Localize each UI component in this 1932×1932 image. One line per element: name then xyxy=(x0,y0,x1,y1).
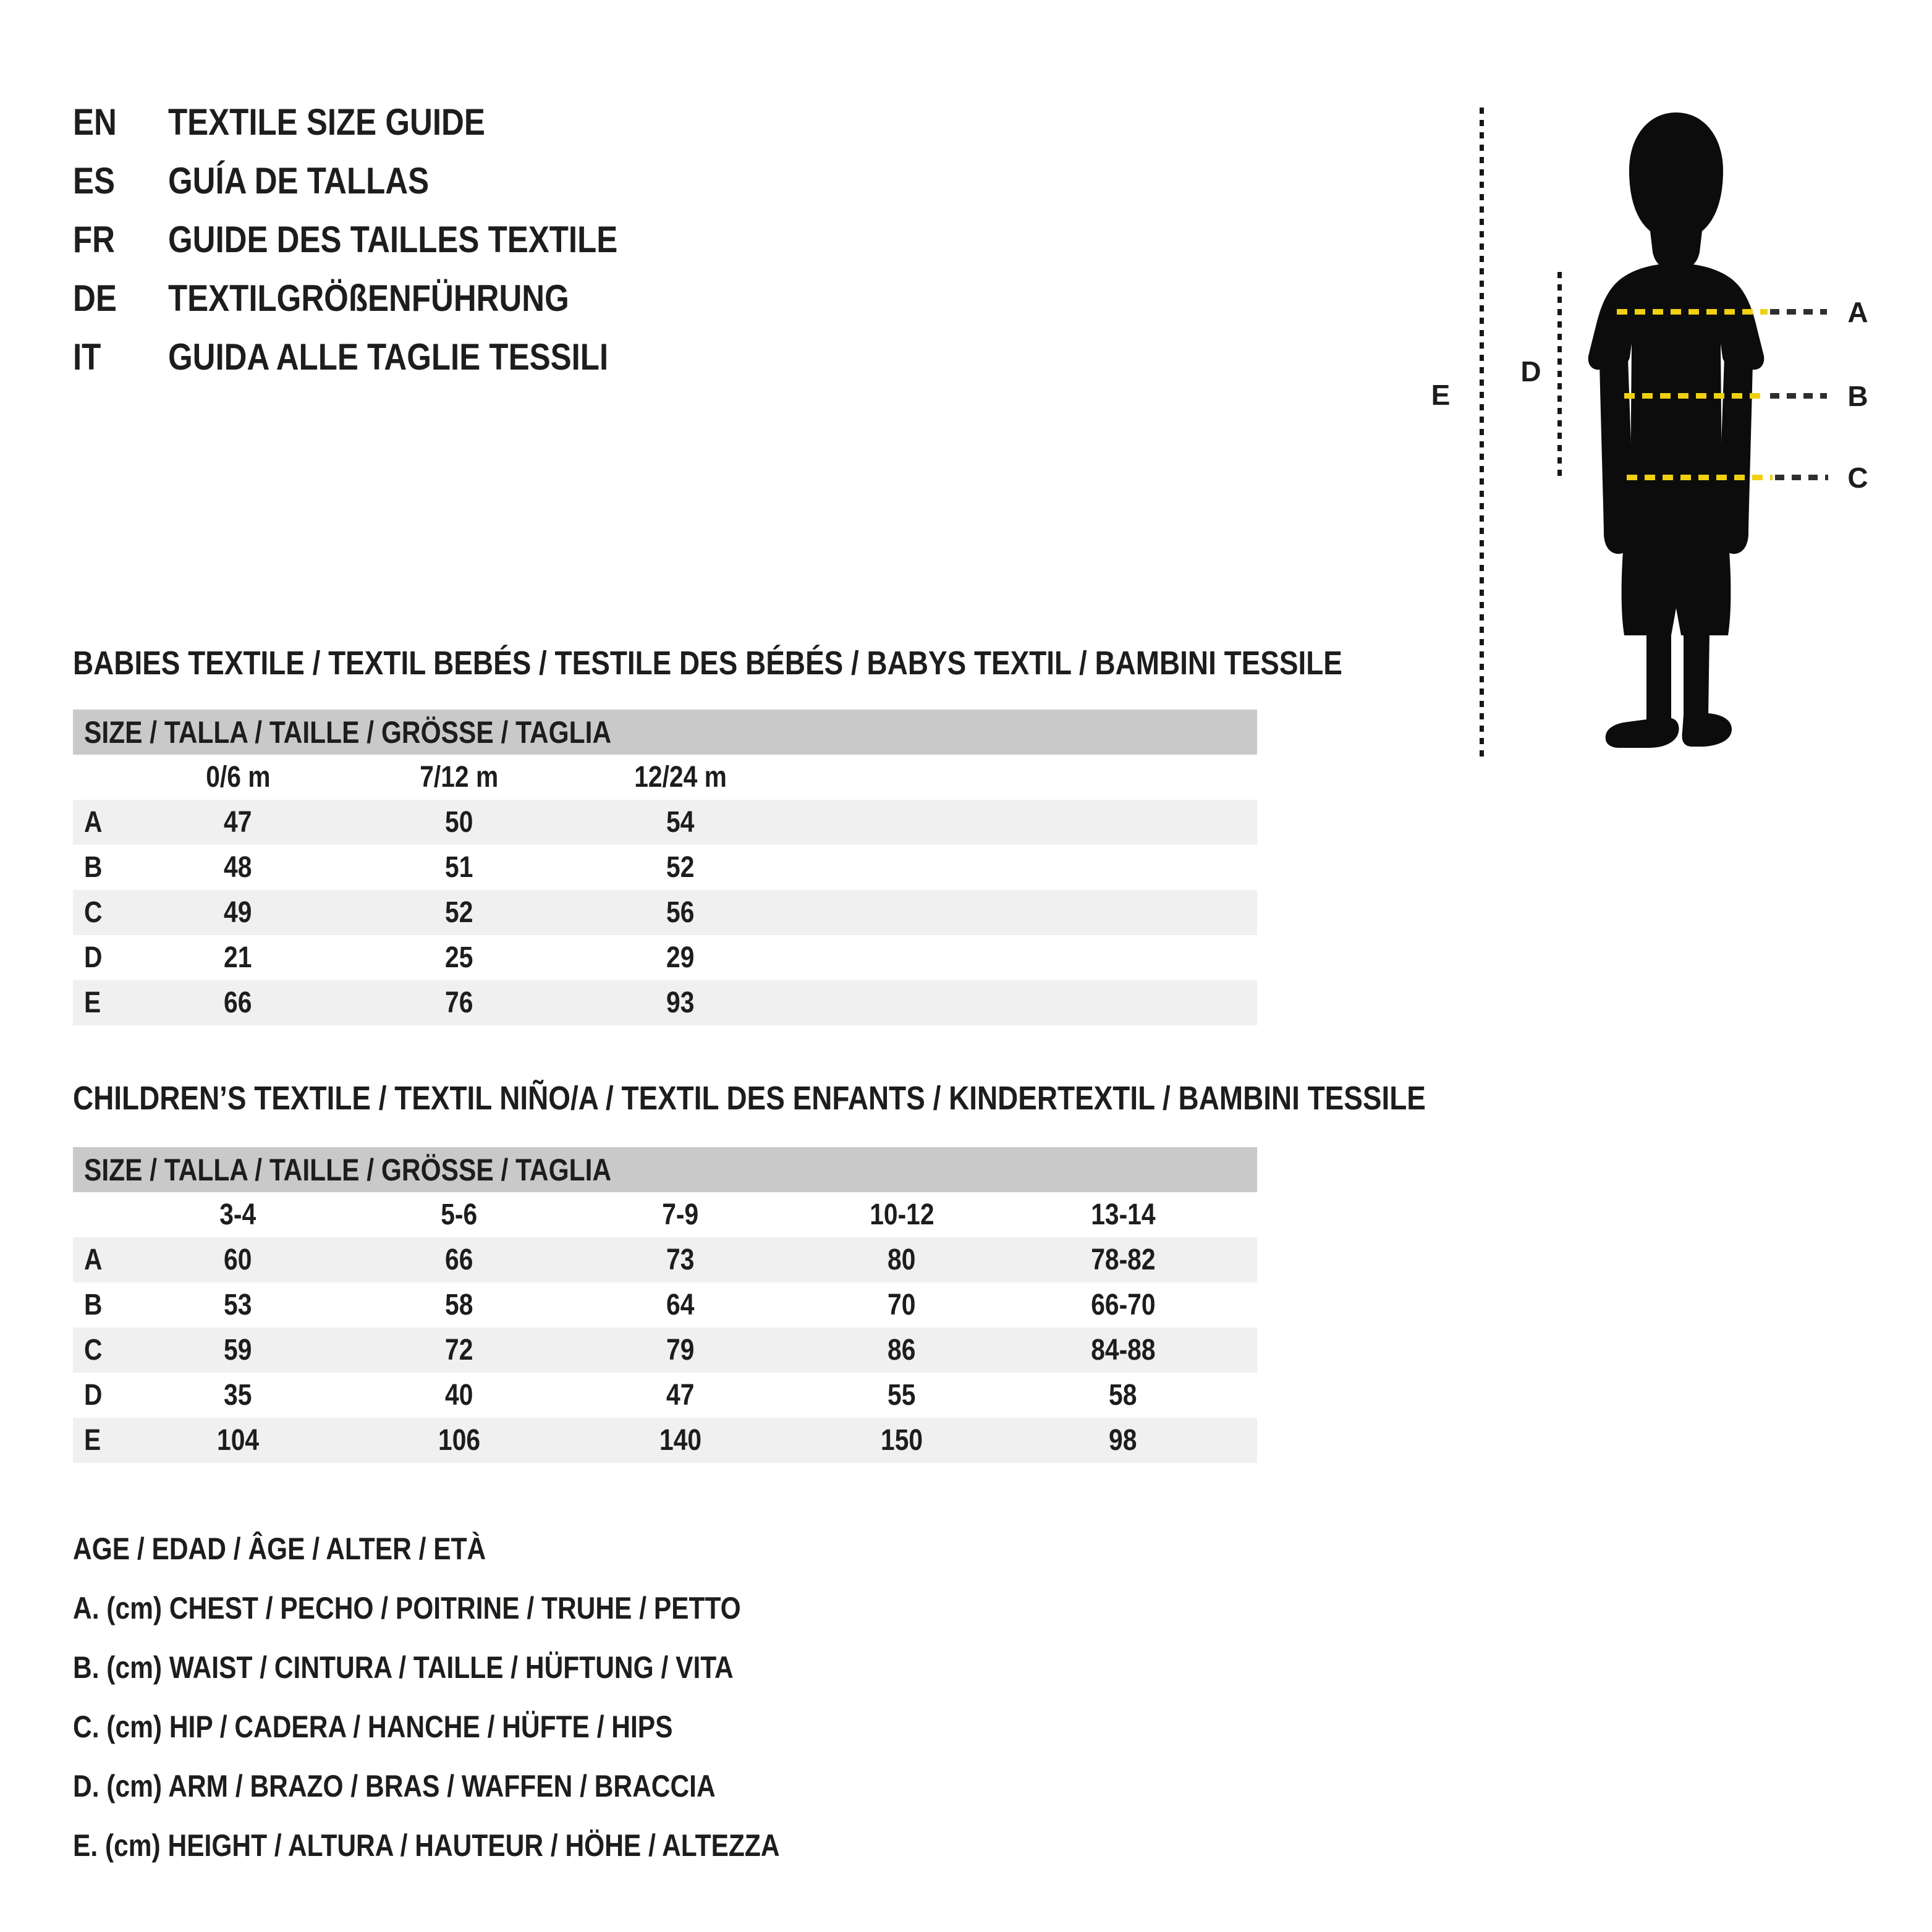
chest-label: A xyxy=(1847,296,1868,328)
column-header-text: 7-9 xyxy=(662,1198,699,1231)
legend-line-waist: B. (cm) WAIST / CINTURA / TAILLE / HÜFTUNG / VITA xyxy=(73,1650,734,1685)
cell-value: 50 xyxy=(445,806,473,839)
cell xyxy=(570,986,791,1020)
language-row-en xyxy=(73,93,697,151)
table-row xyxy=(73,1373,1257,1418)
row-label: B xyxy=(84,1289,103,1321)
cell-value: 150 xyxy=(880,1424,923,1457)
child-silhouette xyxy=(1583,108,1769,758)
row-label: D xyxy=(84,941,103,974)
hip-label: C xyxy=(1847,462,1868,494)
cell-value: 25 xyxy=(445,941,473,974)
cell xyxy=(791,1243,1012,1277)
cell-value: 49 xyxy=(224,896,252,929)
children-section-title xyxy=(73,1079,1664,1117)
cell-value: 53 xyxy=(224,1289,252,1321)
arm-dotted-line xyxy=(1557,272,1562,481)
cell-value: 40 xyxy=(445,1379,473,1412)
cell xyxy=(127,850,349,884)
cell xyxy=(127,1243,349,1277)
table-row xyxy=(73,1282,1257,1328)
cell-value: 93 xyxy=(666,986,695,1019)
cell-value: 48 xyxy=(224,851,252,884)
cell xyxy=(349,896,570,930)
column-header xyxy=(1012,1198,1234,1232)
column-header-text: 12/24 m xyxy=(634,761,727,794)
cell-value: 84-88 xyxy=(1090,1334,1156,1366)
row-label: B xyxy=(84,851,103,884)
legend-line-chest: A. (cm) CHEST / PECHO / POITRINE / TRUHE / PETTO xyxy=(73,1591,741,1625)
row-label: A xyxy=(84,806,103,839)
language-row-es xyxy=(73,151,697,210)
cell xyxy=(349,1378,570,1412)
language-code: IT xyxy=(73,336,101,378)
table-header-text: SIZE / TALLA / TAILLE / GRÖSSE / TAGLIA xyxy=(84,1152,612,1187)
column-header-text: 0/6 m xyxy=(205,761,271,794)
cell-value: 79 xyxy=(666,1334,695,1366)
cell-value: 47 xyxy=(666,1379,695,1412)
guide-title-en: TEXTILE SIZE GUIDE xyxy=(168,101,485,143)
column-header xyxy=(127,1198,349,1232)
cell-value: 66 xyxy=(224,986,252,1019)
cell-value: 35 xyxy=(224,1379,252,1412)
cell xyxy=(570,1333,791,1367)
cell xyxy=(791,1423,1012,1457)
guide-title-es: GUÍA DE TALLAS xyxy=(168,160,430,201)
table-row xyxy=(73,935,1257,980)
cell-value: 98 xyxy=(1109,1424,1137,1457)
cell xyxy=(349,850,570,884)
cell-value: 70 xyxy=(888,1289,916,1321)
cell xyxy=(791,1288,1012,1322)
column-header xyxy=(349,760,570,794)
cell xyxy=(1012,1333,1234,1367)
cell-value: 54 xyxy=(666,806,695,839)
babies-section-title-text: BABIES TEXTILE / TEXTIL BEBÉS / TESTILE DES BÉBÉS / BABYS TEXTIL / BAMBINI TESSILE xyxy=(73,645,1342,682)
cell-value: 86 xyxy=(888,1334,916,1366)
cell xyxy=(570,1243,791,1277)
cell-value: 52 xyxy=(445,896,473,929)
column-header-text: 7/12 m xyxy=(420,761,499,794)
cell xyxy=(127,986,349,1020)
cell xyxy=(349,805,570,839)
cell xyxy=(570,850,791,884)
cell-value: 21 xyxy=(224,941,252,974)
height-label: E xyxy=(1431,379,1451,411)
arm-label: D xyxy=(1520,355,1541,388)
cell-value: 66-70 xyxy=(1090,1289,1156,1321)
cell xyxy=(1012,1243,1234,1277)
chest-dash-dark xyxy=(1770,309,1827,315)
cell-value: 52 xyxy=(666,851,695,884)
cell-value: 80 xyxy=(888,1244,916,1276)
cell xyxy=(570,896,791,930)
column-header xyxy=(127,760,349,794)
table-header-bar xyxy=(73,1147,1257,1192)
guide-title-fr: GUIDE DES TAILLES TEXTILE xyxy=(168,219,618,260)
language-row-fr xyxy=(73,210,697,269)
cell xyxy=(570,1288,791,1322)
cell xyxy=(127,1288,349,1322)
column-header-row xyxy=(73,755,1257,800)
cell xyxy=(349,1333,570,1367)
cell xyxy=(791,1333,1012,1367)
table-row xyxy=(73,1418,1257,1463)
table-row xyxy=(73,800,1257,845)
cell-value: 140 xyxy=(659,1424,702,1457)
cell xyxy=(127,896,349,930)
column-header xyxy=(570,1198,791,1232)
measurement-legend xyxy=(73,1519,904,1875)
cell-value: 76 xyxy=(445,986,473,1019)
table-row xyxy=(73,890,1257,935)
cell xyxy=(570,1423,791,1457)
cell-value: 29 xyxy=(666,941,695,974)
hip-dash-dark xyxy=(1775,475,1828,480)
column-header-text: 10-12 xyxy=(869,1198,934,1231)
table-row xyxy=(73,845,1257,890)
table-row xyxy=(73,1328,1257,1373)
cell-value: 47 xyxy=(224,806,252,839)
table-row xyxy=(73,980,1257,1025)
hip-dash-yellow xyxy=(1627,475,1773,480)
cell-value: 56 xyxy=(666,896,695,929)
row-label: C xyxy=(84,896,103,929)
cell xyxy=(1012,1288,1234,1322)
cell xyxy=(349,1243,570,1277)
babies-section-title xyxy=(73,644,1566,682)
guide-title-de: TEXTILGRÖßENFÜHRUNG xyxy=(168,278,569,319)
cell xyxy=(349,941,570,975)
column-header-text: 3-4 xyxy=(219,1198,256,1231)
language-code: FR xyxy=(73,219,115,260)
table-header-text: SIZE / TALLA / TAILLE / GRÖSSE / TAGLIA xyxy=(84,714,612,750)
cell-value: 58 xyxy=(1109,1379,1137,1412)
cell xyxy=(1012,1378,1234,1412)
column-header xyxy=(791,1198,1012,1232)
column-header xyxy=(570,760,791,794)
legend-line-age: AGE / EDAD / ÂGE / ALTER / ETÀ xyxy=(73,1532,486,1566)
waist-label: B xyxy=(1847,380,1868,412)
legend-line-height: E. (cm) HEIGHT / ALTURA / HAUTEUR / HÖHE / ALTEZZA xyxy=(73,1828,780,1863)
cell xyxy=(349,986,570,1020)
cell-value: 72 xyxy=(445,1334,473,1366)
column-header xyxy=(349,1198,570,1232)
cell xyxy=(127,941,349,975)
chest-dash-yellow xyxy=(1617,309,1768,315)
cell-value: 60 xyxy=(224,1244,252,1276)
cell xyxy=(127,1333,349,1367)
cell-value: 55 xyxy=(888,1379,916,1412)
cell xyxy=(127,1423,349,1457)
cell xyxy=(1012,1423,1234,1457)
children-size-table xyxy=(73,1147,1257,1463)
cell-value: 73 xyxy=(666,1244,695,1276)
cell xyxy=(791,1378,1012,1412)
column-header-row xyxy=(73,1192,1257,1237)
column-header-text: 5-6 xyxy=(441,1198,478,1231)
cell-value: 51 xyxy=(445,851,473,884)
cell-value: 106 xyxy=(438,1424,481,1457)
table-row xyxy=(73,1237,1257,1282)
legend-line-hip: C. (cm) HIP / CADERA / HANCHE / HÜFTE / HIPS xyxy=(73,1710,673,1744)
cell-value: 58 xyxy=(445,1289,473,1321)
language-header xyxy=(73,93,697,386)
cell-value: 64 xyxy=(666,1289,695,1321)
language-code: ES xyxy=(73,160,116,201)
row-label: D xyxy=(84,1379,103,1412)
children-section-title-text: CHILDREN’S TEXTILE / TEXTIL NIÑO/A / TEXTIL DES ENFANTS / KINDERTEXTIL / BAMBINI TESSILE xyxy=(73,1080,1426,1117)
cell-value: 78-82 xyxy=(1090,1244,1156,1276)
cell-value: 59 xyxy=(224,1334,252,1366)
cell xyxy=(349,1288,570,1322)
cell-value: 66 xyxy=(445,1244,473,1276)
table-header-bar xyxy=(73,710,1257,755)
language-row-de xyxy=(73,269,697,328)
guide-title-it: GUIDA ALLE TAGLIE TESSILI xyxy=(168,336,609,378)
cell xyxy=(127,1378,349,1412)
cell xyxy=(570,1378,791,1412)
row-label: C xyxy=(84,1334,103,1366)
waist-dash-yellow xyxy=(1624,393,1768,399)
babies-size-table xyxy=(73,710,1257,1025)
language-row-it xyxy=(73,328,697,386)
language-code: DE xyxy=(73,278,117,319)
column-header-text: 13-14 xyxy=(1090,1198,1156,1231)
cell-value: 104 xyxy=(216,1424,260,1457)
cell xyxy=(127,805,349,839)
row-label: A xyxy=(84,1244,103,1276)
waist-dash-dark xyxy=(1770,393,1827,399)
row-label: E xyxy=(84,1424,101,1457)
legend-line-arm: D. (cm) ARM / BRAZO / BRAS / WAFFEN / BRACCIA xyxy=(73,1769,716,1803)
cell xyxy=(570,805,791,839)
cell xyxy=(349,1423,570,1457)
language-code: EN xyxy=(73,101,117,143)
cell xyxy=(570,941,791,975)
row-label: E xyxy=(84,986,101,1019)
